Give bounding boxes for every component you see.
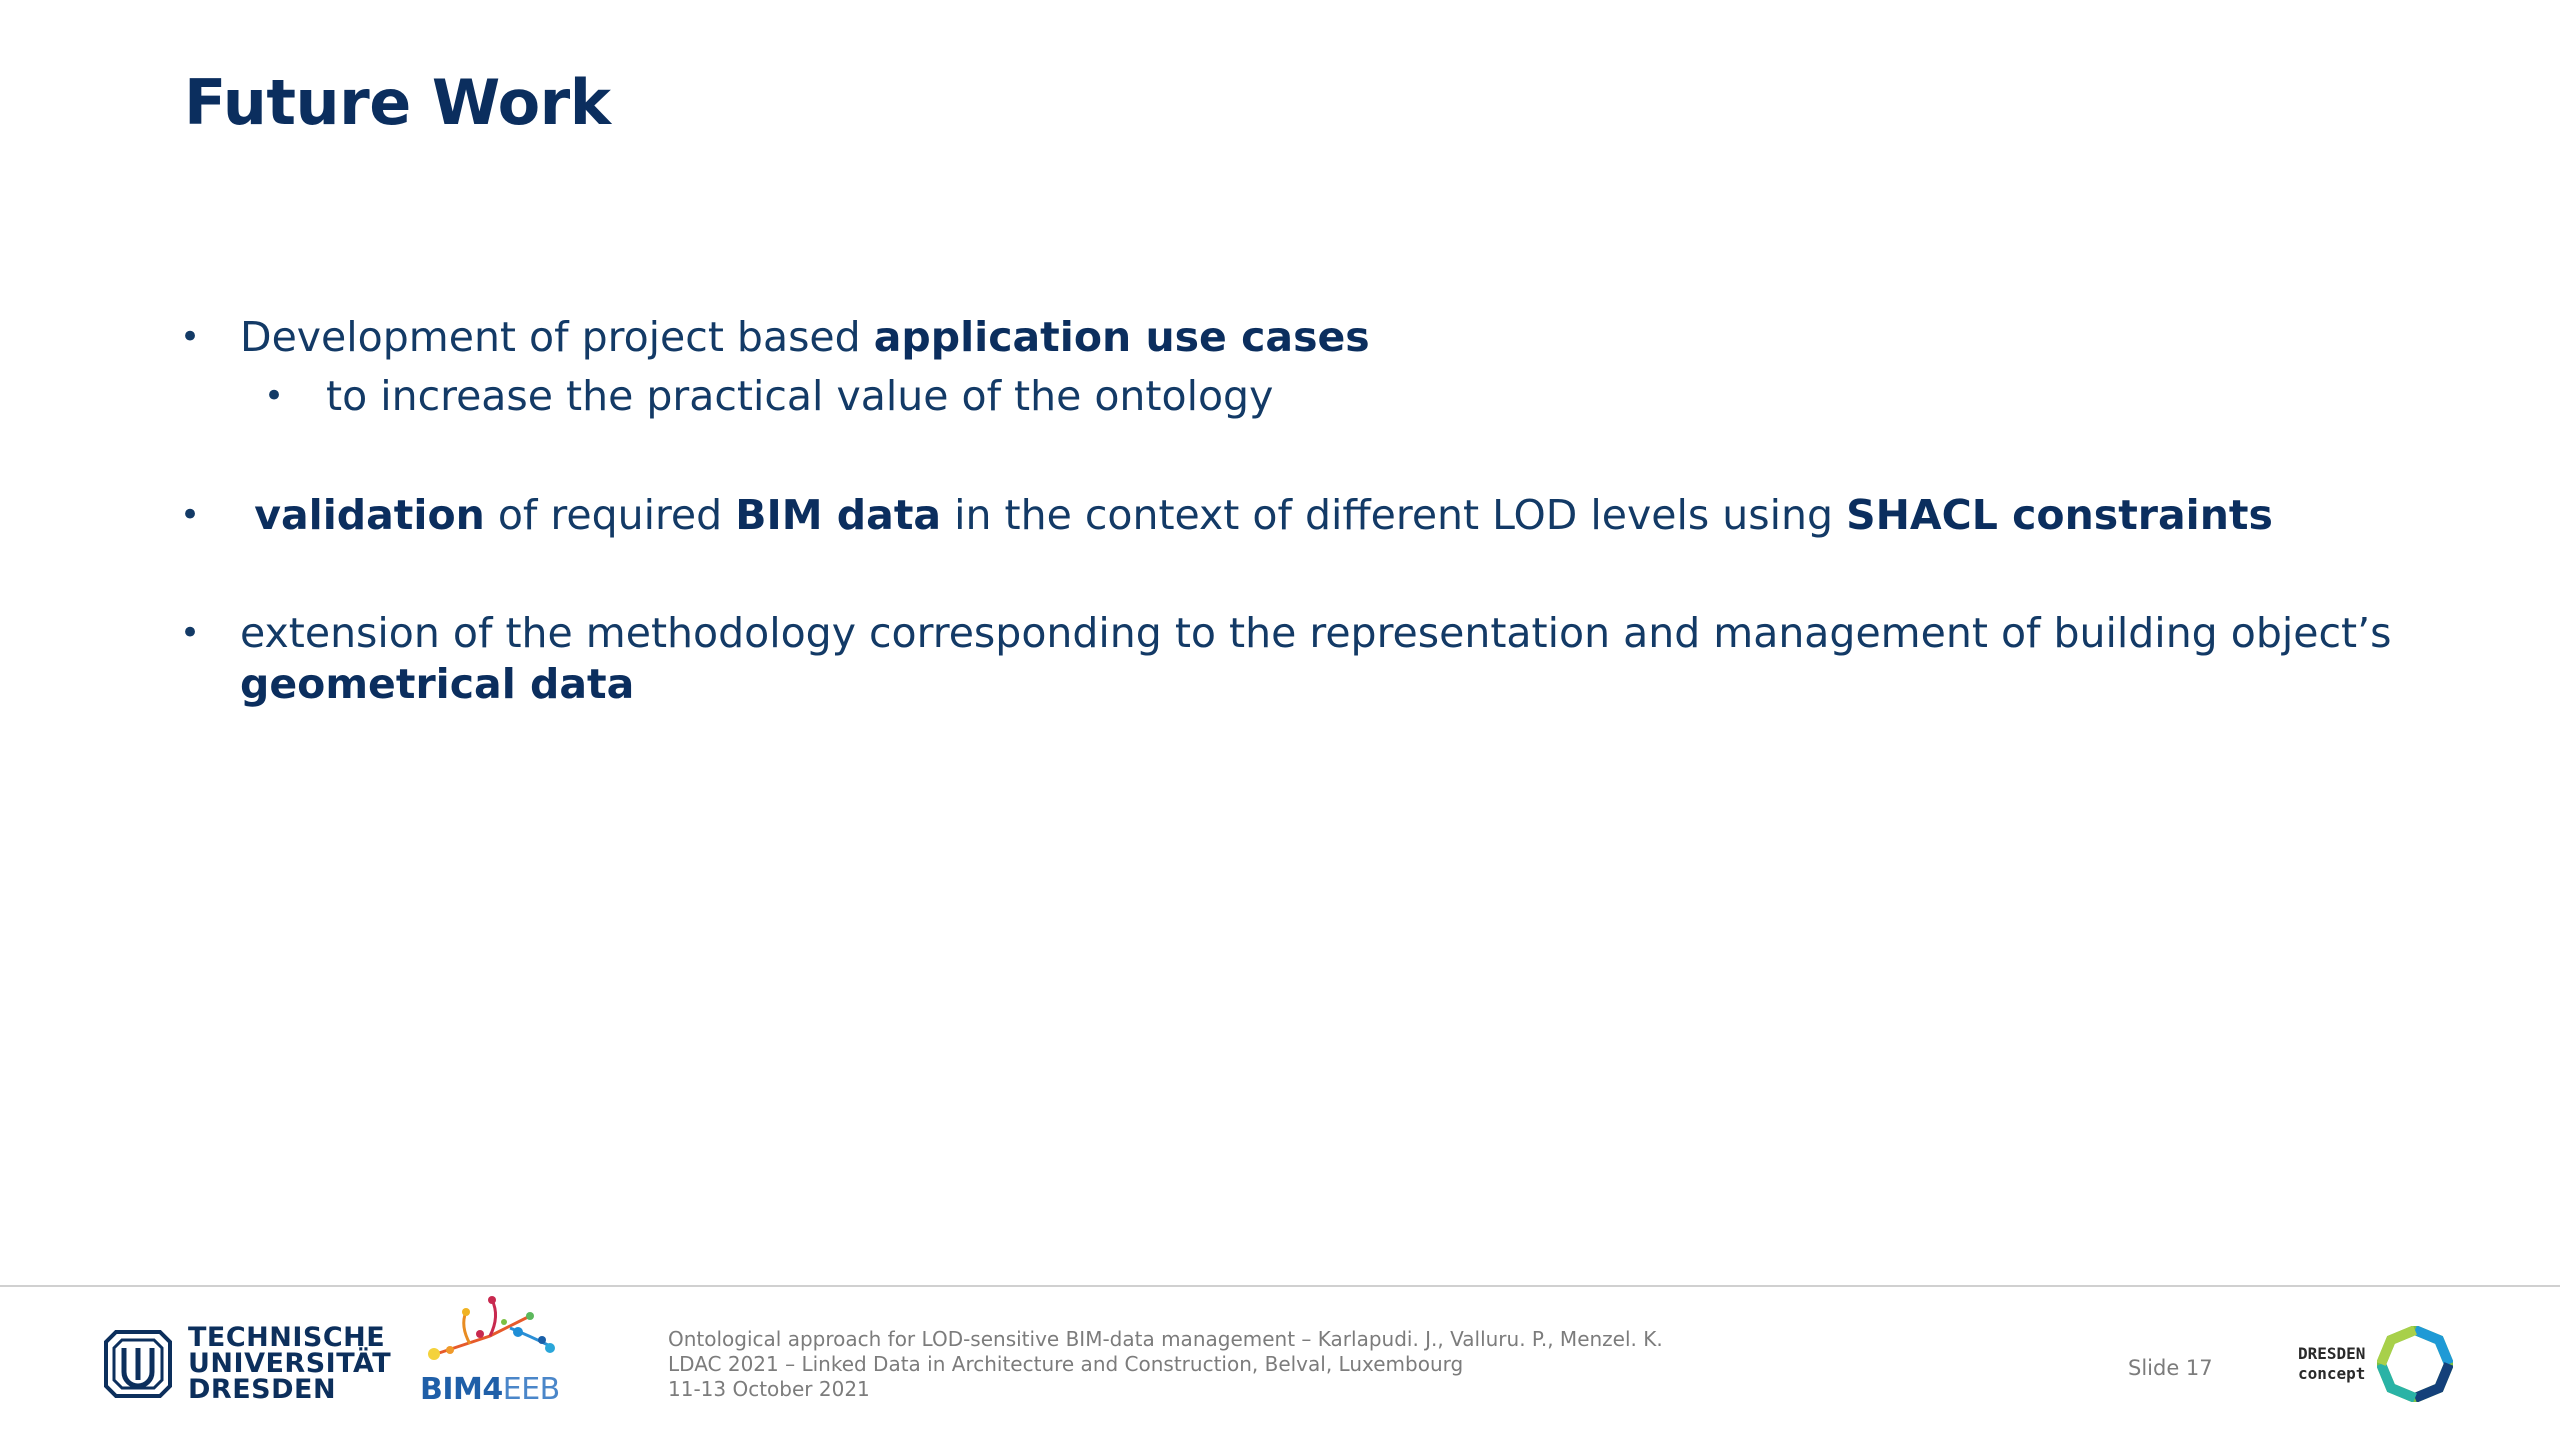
dresden-concept-ring-icon bbox=[2377, 1326, 2453, 1402]
bullet-dot: • bbox=[180, 495, 201, 535]
bullet-text: to increase the practical value of the ontology bbox=[326, 372, 1274, 420]
bullet-text: validation of required BIM data in the context of different LOD levels using SHACL constraints bbox=[240, 491, 2273, 539]
bullet-item bbox=[180, 312, 1370, 363]
footer-divider bbox=[0, 1285, 2560, 1287]
bullet-item bbox=[180, 608, 2400, 710]
bullet-text: Development of project based application use cases bbox=[240, 313, 1370, 361]
bim4eeb-wordmark: BIM4EEB bbox=[420, 1372, 560, 1407]
bullet-dot: • bbox=[264, 376, 285, 416]
dresden-concept-wordmark: DRESDEN concept bbox=[2298, 1344, 2366, 1383]
bullet-item bbox=[180, 490, 2273, 541]
dresden-concept-logo bbox=[2298, 1326, 2453, 1402]
footer-citation: Ontological approach for LOD-sensitive BIM-data management – Karlapudi. J., Valluru. P., Menzel. K. LDAC 2021 – Linked Data in Architecture and Construction, Belval, Luxembourg 11-13 October 2021 bbox=[668, 1327, 1663, 1401]
bullet-text: extension of the methodology corresponding to the representation and management of building object’s geometrical data bbox=[240, 609, 2392, 708]
slide-title: Future Work bbox=[184, 66, 611, 139]
tud-wordmark: TECHNISCHE UNIVERSITÄT DRESDEN bbox=[188, 1322, 392, 1405]
bullet-dot: • bbox=[180, 613, 201, 653]
bullet-dot: • bbox=[180, 317, 201, 357]
tu-dresden-logo bbox=[102, 1322, 392, 1405]
tud-emblem-icon bbox=[102, 1328, 174, 1400]
slide-number: Slide 17 bbox=[2128, 1356, 2213, 1380]
sub-bullet-item bbox=[264, 371, 1273, 422]
